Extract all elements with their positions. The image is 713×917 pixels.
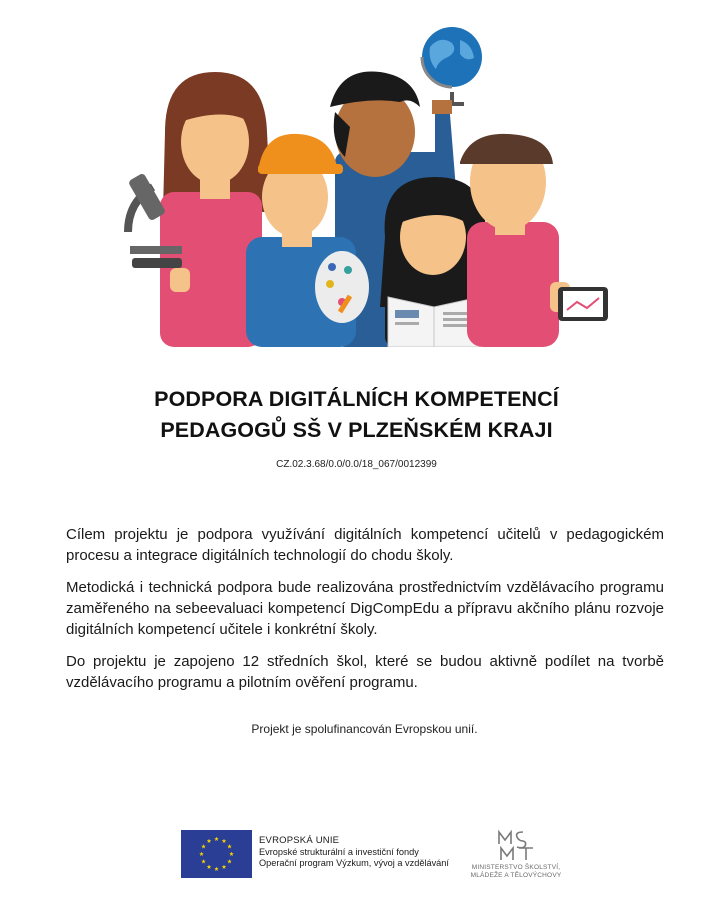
eu-funding-text [259, 835, 449, 870]
msmt-line-2: MLÁDEŽE A TĚLOVÝCHOVY [470, 871, 562, 879]
tablet-icon [558, 287, 608, 321]
paragraph-support: Metodická i technická podpora bude realizována prostřednictvím vzdělávacího programu zaměřeného na sebeevaluaci kompetencí DigCompEdu a přípravu akčního plánu rozvoje digitálních kompetencí učitele i konkrétní školy. [66, 579, 664, 638]
page-title [0, 384, 713, 446]
title-line-2: PEDAGOGŮ SŠ V PLZEŇSKÉM KRAJI [160, 418, 553, 442]
project-code: CZ.02.3.68/0.0/0.0/18_067/0012399 [276, 459, 437, 470]
cofinancing-note: Projekt je spolufinancován Evropskou unií. [251, 722, 478, 736]
msmt-emblem-icon [495, 828, 537, 862]
globe-icon [422, 27, 482, 104]
project-description [66, 524, 664, 704]
eu-program-line: Operační program Výzkum, vývoj a vzdělávání [259, 858, 449, 868]
paragraph-goal: Cílem projektu je podpora využívání digitálních kompetencí učitelů v pedagogickém procesu a integrace digitálních technologií do chodu školy. [66, 526, 664, 564]
msmt-logo [466, 828, 566, 888]
title-line-1: PODPORA DIGITÁLNÍCH KOMPETENCÍ [154, 387, 559, 411]
eu-flag-icon [181, 830, 252, 878]
paragraph-schools: Do projektu je zapojeno 12 středních škol, které se budou aktivně podílet na tvorbě vzdělávacího programu a pilotním ověření programu. [66, 653, 664, 691]
teachers-illustration-icon [110, 12, 610, 347]
tablet-teacher-figure [460, 134, 570, 347]
eu-head: EVROPSKÁ UNIE [259, 835, 340, 846]
eu-funds-line: Evropské strukturální a investiční fondy [259, 846, 419, 857]
msmt-line-1: MINISTERSTVO ŠKOLSTVÍ, [471, 864, 561, 871]
palette-icon [315, 251, 369, 323]
